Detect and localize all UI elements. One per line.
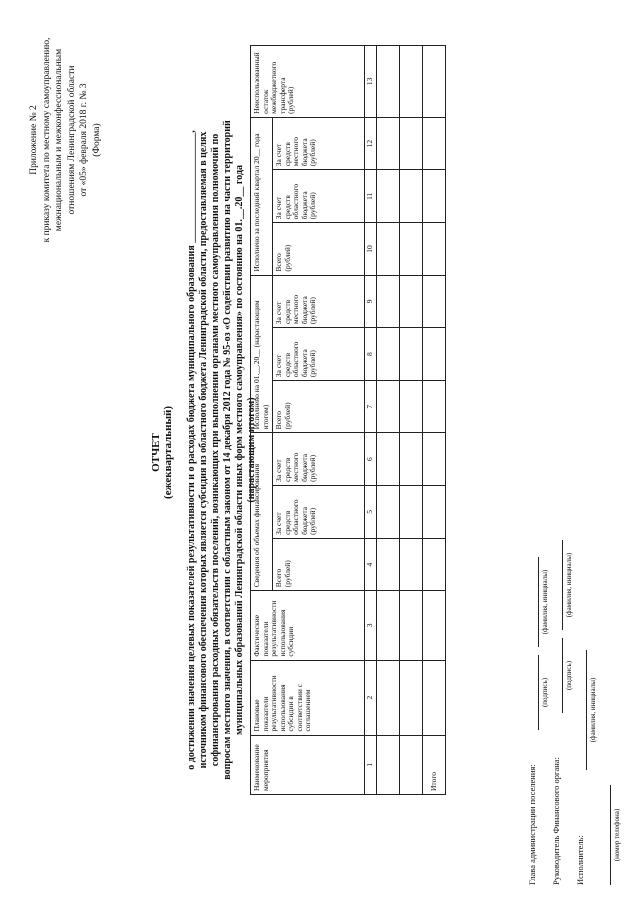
phone-line <box>610 785 611 885</box>
table-cell <box>400 591 423 660</box>
report-title-block <box>150 0 174 905</box>
column-number: 13 <box>365 46 377 118</box>
table-cell <box>377 170 400 223</box>
table-cell <box>400 328 423 381</box>
subheader-local: За счет средств местного бюджета (рублей) <box>273 117 365 169</box>
table-cell <box>423 660 446 735</box>
table-cell <box>423 46 446 118</box>
column-number: 11 <box>365 170 377 223</box>
head-sign-caption: (подпись) <box>541 677 549 708</box>
table-cell <box>423 485 446 538</box>
head-label: Глава администрации поселения: <box>527 764 537 885</box>
appendix-number: Приложение № 2 <box>29 105 39 175</box>
appendix-date: от «05» февраля 2018 г. № 3 <box>79 83 89 197</box>
column-number: 2 <box>365 660 377 735</box>
table-cell <box>377 485 400 538</box>
phone-caption: (номер телефона) <box>613 808 621 862</box>
appendix-line: межнациональным и межконфессиональным <box>54 48 64 232</box>
table-cell <box>400 485 423 538</box>
table-cell <box>423 433 446 485</box>
subheader-local: За счет средств местного бюджета (рублей) <box>273 433 365 485</box>
table-cell <box>377 328 400 381</box>
appendix-form-label: (Форма) <box>91 123 102 157</box>
appendix-block <box>28 15 103 265</box>
executor-name-caption: (фамилия, инициалы) <box>589 677 597 743</box>
column-number: 7 <box>365 381 377 433</box>
column-number-row <box>365 46 377 795</box>
table-row <box>400 46 423 795</box>
head-signature-line <box>538 655 539 730</box>
table-cell <box>377 117 400 169</box>
table-cell <box>377 538 400 590</box>
header-planned: Плановые показатели результативности использования субсидии в соответствии с соглашением <box>251 660 365 735</box>
table-cell <box>377 591 400 660</box>
column-number: 12 <box>365 117 377 169</box>
head-name-caption: (фамилия, инициалы) <box>541 569 549 635</box>
table-cell <box>377 433 400 485</box>
column-number: 9 <box>365 275 377 327</box>
description-line: софинансирования расходных обязательств поселений, возникающих при выполнении органами местного самоуправления полномочий по <box>210 133 221 767</box>
executor-name-line <box>586 650 587 770</box>
phone-row <box>599 285 623 885</box>
column-number: 3 <box>365 591 377 660</box>
table-cell <box>400 117 423 169</box>
table-cell <box>423 538 446 590</box>
finance-name-caption: (фамилия, инициалы) <box>565 552 573 618</box>
column-number: 4 <box>365 538 377 590</box>
table-cell <box>423 275 446 327</box>
table-cell <box>377 223 400 275</box>
table-cell <box>423 223 446 275</box>
column-number: 5 <box>365 485 377 538</box>
table-cell <box>400 538 423 590</box>
table-cell <box>400 735 423 794</box>
table-cell <box>423 591 446 660</box>
table-cell <box>400 46 423 118</box>
header-unused: Неиспользованный остаток межбюджетного трансферта (рублей) <box>251 46 365 118</box>
table-cell <box>400 433 423 485</box>
table-cell <box>377 46 400 118</box>
subheader-total: Всего (рублей) <box>273 223 365 275</box>
subheader-regional: За счет средств областного бюджета (рублей) <box>273 328 365 381</box>
description-line: (нарастающим итогом) <box>246 397 257 503</box>
header-event-name: Наименование мероприятия <box>251 735 365 794</box>
table-cell <box>377 735 400 794</box>
subheader-local: За счет средств местного бюджета (рублей) <box>273 275 365 327</box>
executor-label: Исполнитель: <box>575 835 585 885</box>
header-executed-quarter: Исполнено за последний квартал 20__ года <box>251 117 273 275</box>
subheader-total: Всего (рублей) <box>273 381 365 433</box>
description-line: муниципальных образований Ленинградской области иных форм местного самоуправления» по состоянию на 01.__.20__ года <box>234 165 245 736</box>
table-cell <box>423 328 446 381</box>
table-cell <box>377 660 400 735</box>
finance-signature-line <box>562 638 563 713</box>
subheader-regional: За счет средств областного бюджета (рублей) <box>273 170 365 223</box>
table-cell <box>423 381 446 433</box>
head-name-line <box>538 557 539 647</box>
table-cell <box>400 381 423 433</box>
report-description <box>186 55 258 845</box>
total-row-label: Итого <box>423 735 446 794</box>
header-row <box>251 46 273 795</box>
subheader-total: Всего (рублей) <box>273 538 365 590</box>
table-cell <box>423 170 446 223</box>
header-executed-on: Исполнено на 01.__.20__ (нарастающим итогом) <box>251 275 273 433</box>
table-cell <box>400 223 423 275</box>
column-number: 1 <box>365 735 377 794</box>
signature-block <box>527 285 623 885</box>
description-line: о достижении значения целевых показателей результативности и о расходах бюджета муниципального образования ______________________, <box>186 130 197 770</box>
total-row <box>423 46 446 795</box>
appendix-line: к приказу комитета по местному самоуправлению, <box>41 37 52 243</box>
table-cell <box>400 275 423 327</box>
head-signature-row <box>527 285 551 885</box>
table-cell <box>400 170 423 223</box>
table-row <box>377 46 400 795</box>
report-title: ОТЧЕТ <box>150 433 162 472</box>
appendix-line: отношениям Ленинградской области <box>66 65 77 215</box>
finance-signature-row <box>551 285 575 885</box>
column-number: 8 <box>365 328 377 381</box>
table-cell <box>400 660 423 735</box>
column-number: 6 <box>365 433 377 485</box>
table-cell <box>377 381 400 433</box>
finance-name-line <box>562 540 563 630</box>
header-financing: Сведения об объемах финансирования <box>251 433 273 591</box>
table-cell <box>377 275 400 327</box>
description-line: источником финансового обеспечения которых является субсидия из областного бюджета Ленинградской области, предоставляемая в целях <box>198 131 209 769</box>
subheader-regional: За счет средств областного бюджета (рублей) <box>273 485 365 538</box>
finance-label: Руководитель Финансового органа: <box>551 757 561 885</box>
description-line: вопросам местного значения, в соответствии с областным законом от 14 декабря 2012 года № 95-оз «О содействии развитию на части территорий <box>222 120 233 780</box>
report-subtitle: (ежеквартальный) <box>162 405 174 500</box>
table-cell <box>423 117 446 169</box>
report-table <box>250 45 446 795</box>
executor-row <box>575 285 599 885</box>
header-actual: Фактические показатели результативности использования субсидии <box>251 591 365 660</box>
column-number: 10 <box>365 223 377 275</box>
finance-sign-caption: (подпись) <box>565 660 573 691</box>
